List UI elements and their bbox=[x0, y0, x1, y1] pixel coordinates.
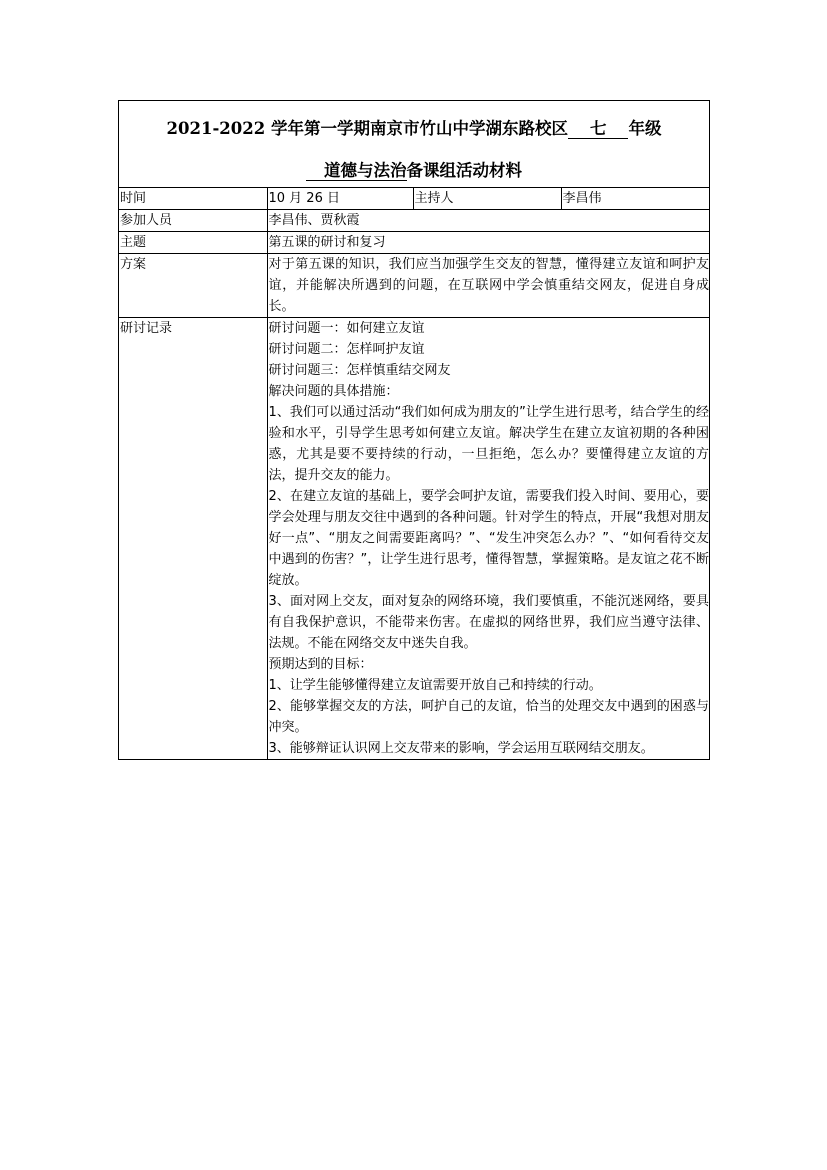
participants-row bbox=[119, 210, 709, 232]
school-term-title: 2021-2022 学年第一学期南京市竹山中学湖东路校区 bbox=[166, 119, 568, 138]
record-line: 研讨问题三：怎样慎重结交网友 bbox=[268, 363, 451, 378]
host-label: 主持人 bbox=[413, 188, 561, 210]
subject-field: 道德与法治 bbox=[306, 162, 407, 181]
record-paragraph: 3、面对网上交友，面对复杂的网络环境，我们要慎重，不能沉迷网络，要具有自我保护意识，不能带来伤害。在虚拟的网络世界，我们应当遵守法律、法规。不能在网络交友中迷失自我。 bbox=[268, 594, 709, 651]
record-label: 研讨记录 bbox=[119, 318, 267, 760]
material-title: 备课组活动材料 bbox=[406, 161, 522, 180]
record-paragraph: 1、我们可以通过活动“我们如何成为朋友的”让学生进行思考，结合学生的经验和水平，引导学生思考如何建立友谊。解决学生在建立友谊初期的各种困惑，尤其是要不要持续的行动，一旦拒绝，怎么办？要懂得建立友谊的方法，提升交友的能力。 bbox=[268, 405, 709, 483]
record-paragraph: 2、能够掌握交友的方法，呵护自己的友谊，恰当的处理交友中遇到的困惑与冲突。 bbox=[268, 699, 709, 735]
topic-value: 第五课的研讨和复习 bbox=[267, 232, 709, 254]
record-paragraph: 1、让学生能够懂得建立友谊需要开放自己和持续的行动。 bbox=[268, 678, 602, 693]
record-paragraph: 2、在建立友谊的基础上，要学会呵护友谊，需要我们投入时间、要用心，要学会处理与朋友交往中遇到的各种问题。针对学生的特点，开展“我想对朋友好一点”、“朋友之间需要距离吗？”、“发生冲突怎么办？”、“如何看待交友中遇到的伤害？”，让学生进行思考，懂得智慧，掌握策略。是友谊之花不断绽放。 bbox=[268, 489, 709, 588]
plan-label: 方案 bbox=[119, 254, 267, 318]
topic-row bbox=[119, 232, 709, 254]
record-line: 预期达到的目标： bbox=[268, 657, 373, 672]
participants-value: 李昌伟、贾秋霞 bbox=[267, 210, 709, 232]
time-value: 10 月 26 日 bbox=[267, 188, 413, 210]
record-line: 研讨问题一：如何建立友谊 bbox=[268, 321, 425, 336]
plan-row bbox=[119, 254, 709, 318]
grade-suffix: 年级 bbox=[628, 119, 662, 138]
details-table bbox=[119, 188, 709, 759]
plan-value bbox=[267, 254, 709, 318]
record-line: 研讨问题二：怎样呵护友谊 bbox=[268, 342, 425, 357]
time-label: 时间 bbox=[119, 188, 267, 210]
title-line-2 bbox=[119, 157, 709, 181]
participants-label: 参加人员 bbox=[119, 210, 267, 232]
plan-text: 对于第五课的知识，我们应当加强学生交友的智慧，懂得建立友谊和呵护友谊，并能解决所遇到的问题，在互联网中学会慎重结交网友，促进自身成长。 bbox=[268, 257, 709, 314]
record-value bbox=[267, 318, 709, 760]
record-row bbox=[119, 318, 709, 760]
record-line: 解决问题的具体措施： bbox=[268, 384, 399, 399]
grade-field: 七 bbox=[568, 120, 629, 139]
form-header bbox=[119, 101, 709, 188]
host-value: 李昌伟 bbox=[561, 188, 709, 210]
time-row bbox=[119, 188, 709, 210]
record-paragraph: 3、能够辩证认识网上交友带来的影响，学会运用互联网结交朋友。 bbox=[268, 741, 654, 756]
title-line-1 bbox=[119, 115, 709, 139]
activity-form bbox=[118, 100, 710, 760]
topic-label: 主题 bbox=[119, 232, 267, 254]
